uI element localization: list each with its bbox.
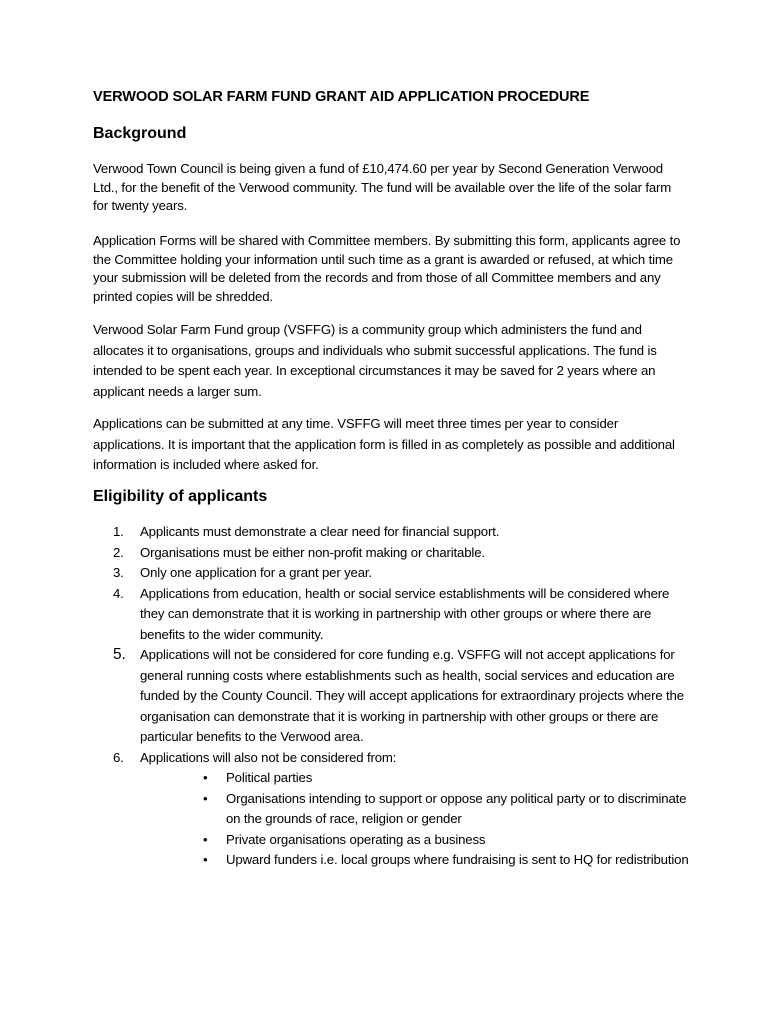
background-paragraph-3: Verwood Solar Farm Fund group (VSFFG) is a community group which administers the fund and allocates it to organisations, groups and individuals who submit successful applications. The fund is intended to be spent each year. In exceptional circumstances it may be saved for 2 years where an applicant needs a larger sum.	[93, 322, 657, 399]
exclusion-item	[93, 830, 693, 851]
exclusion-text: Organisations intending to support or oppose any political party or to discriminate on the grounds of race, religion or gender	[226, 790, 687, 826]
exclusions-list	[93, 768, 693, 871]
exclusion-item	[93, 768, 693, 789]
exclusion-text: Upward funders i.e. local groups where fundraising is sent to HQ for redistribution	[226, 852, 689, 867]
document-title: VERWOOD SOLAR FARM FUND GRANT AID APPLICATION PROCEDURE	[93, 89, 590, 105]
list-number: 2.	[113, 544, 124, 560]
bullet-icon: •	[203, 790, 208, 806]
list-item	[93, 584, 693, 646]
list-number: 5.	[113, 646, 126, 663]
list-item-text: Organisations must be either non-profit making or charitable.	[140, 544, 485, 560]
exclusion-item	[93, 850, 693, 871]
list-number: 4.	[113, 585, 124, 601]
list-number: 3.	[113, 565, 124, 580]
list-item-text: Applications from education, health or social service establishments will be considered where they can demonstrate that it is working in partnership with other groups or where there are benefits to the wider community.	[140, 585, 670, 642]
exclusion-item	[93, 789, 693, 830]
bullet-icon: •	[203, 852, 208, 867]
eligibility-list	[93, 522, 693, 871]
list-item	[93, 543, 693, 564]
list-number: 1.	[113, 524, 124, 539]
exclusion-text: Private organisations operating as a business	[226, 831, 486, 847]
bullet-icon: •	[203, 831, 208, 847]
background-paragraph-1: Verwood Town Council is being given a fund of £10,474.60 per year by Second Generation Verwood Ltd., for the benefit of the Verwood community. The fund will be available over the life of the solar farm for twenty years.	[93, 161, 672, 214]
list-item	[93, 522, 693, 543]
list-item	[93, 748, 693, 769]
bullet-icon: •	[203, 770, 208, 785]
background-heading: Background	[93, 125, 187, 142]
background-paragraph-2: Application Forms will be shared with Committee members. By submitting this form, applicants agree to the Committee holding your information until such time as a grant is awarded or refused, at which time your submission will be deleted from the records and from those of all Committee members and any printed copies will be shredded.	[93, 233, 681, 304]
list-item	[93, 563, 693, 584]
exclusion-text: Political parties	[226, 770, 313, 785]
background-paragraph-4: Applications can be submitted at any time. VSFFG will meet three times per year to consider applications. It is important that the application form is filled in as completely as possible and additional information is included where asked for.	[93, 416, 675, 472]
list-item-text: Applications will also not be considered from:	[140, 749, 397, 765]
eligibility-heading: Eligibility of applicants	[93, 488, 268, 505]
list-item-text: Applications will not be considered for core funding e.g. VSFFG will not accept applications for general running costs where establishments such as health, social services and education are funded by the County Council. They will accept applications for extraordinary projects where the organisation can demonstrate that it is working in partnership with other groups or there are particular benefits to the Verwood area.	[140, 647, 684, 744]
list-item-text: Only one application for a grant per year.	[140, 565, 372, 580]
list-number: 6.	[113, 749, 124, 765]
list-item-text: Applicants must demonstrate a clear need for financial support.	[140, 524, 500, 539]
list-item	[93, 645, 693, 748]
